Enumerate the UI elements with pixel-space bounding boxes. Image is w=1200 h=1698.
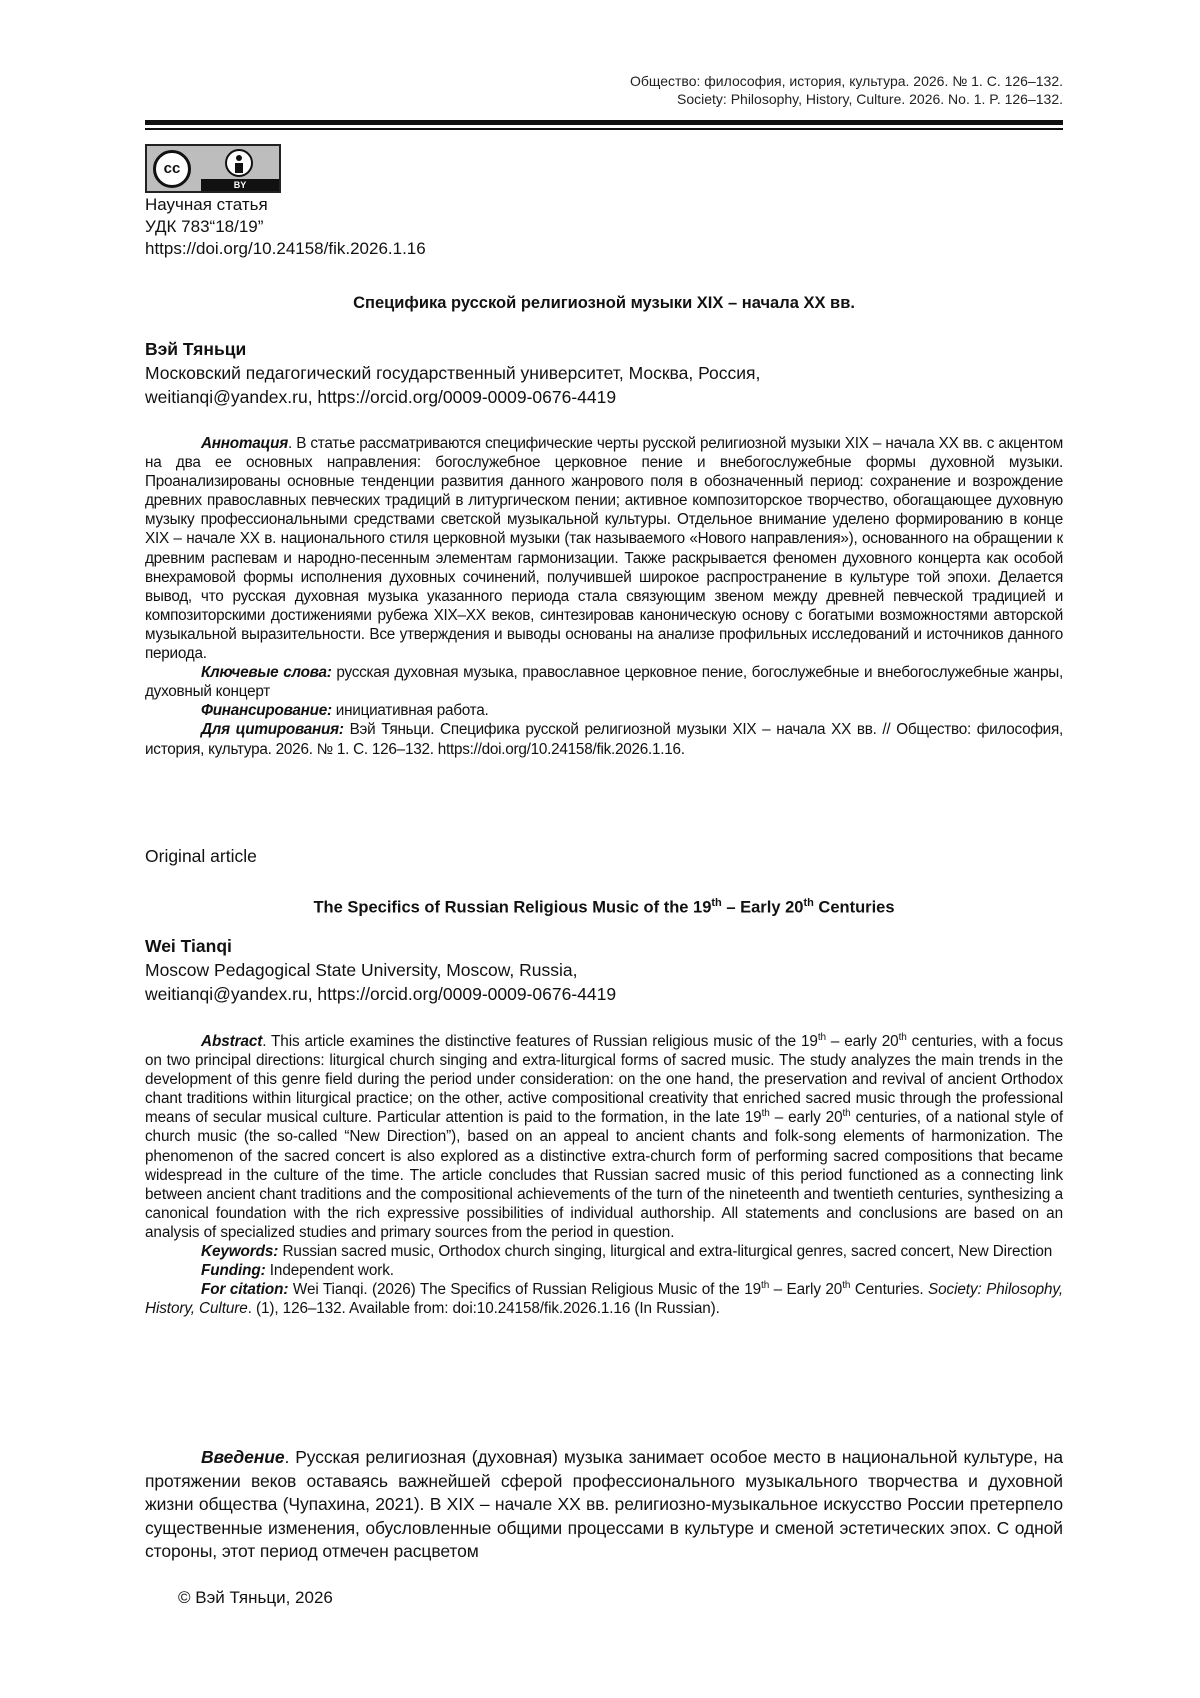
keywords-label-ru: Ключевые слова: xyxy=(201,664,332,682)
keywords-text-ru: русская духовная музыка, православное церковное пение, богослужебные и внебогослужебные жанры, духовный концерт xyxy=(145,664,1063,701)
citation-text-ru: Вэй Тяньци. Специфика русской религиозной музыки XIX – начала XX вв. // Общество: философия, история, культура. 2026. № 1. С. 126–132. https://doi.org/10.24158/fik.2026.1.16. xyxy=(145,721,1064,758)
citation-journal-name: Society: Philosophy, History, Culture xyxy=(145,1281,1063,1318)
abstract-text-en: – early 20 xyxy=(825,1033,899,1050)
article-type-en: Original article xyxy=(145,846,257,866)
citation-label-en: For citation: xyxy=(201,1281,289,1299)
citation-label-ru: Для цитирования: xyxy=(201,721,344,739)
citation-text-en: . (1), 126–132. Available from: doi:10.24158/fik.2026.1.16 (In Russian). xyxy=(247,1300,720,1318)
annotation-label: Аннотация xyxy=(201,435,288,452)
copyright-footer: © Вэй Тяньци, 2026 xyxy=(178,1588,333,1607)
abstract-sup: th xyxy=(898,1031,907,1043)
author-block-ru xyxy=(145,337,760,409)
funding-label-ru: Финансирование: xyxy=(201,702,332,720)
attribution-person-icon xyxy=(225,149,253,177)
contacts-ru[interactable]: weitianqi@yandex.ru, https://orcid.org/0009-0009-0676-4419 xyxy=(145,387,617,407)
citation-paragraph-ru xyxy=(145,720,1063,758)
title-en-sup: th xyxy=(711,897,722,909)
abstract-text-en: centuries, of a national style of church music (the so-called “New Direction”), based on an appeal to ancient chants and folk-song elements of harmonization. The phenomenon of the sacred concert is also explored as a distinctive extra-church form of performing sacred compositions that became widespread in the culture of the time. The article concludes that Russian sacred music of this period functioned as a connecting link between ancient chant traditions and the compositional achievements of the turn of the nineteenth and twentieth centuries, synthesizing a canonical foundation with the rich expressive possibilities of individual authorship. All statements and conclusions are based on an analysis of specialized studies and primary sources from the period in question. xyxy=(145,1109,1063,1241)
citation-sup: th xyxy=(842,1280,851,1292)
abstract-sup: th xyxy=(761,1108,770,1120)
keywords-paragraph-ru xyxy=(145,663,1063,701)
title-en-part: The Specifics of Russian Religious Music of the 19 xyxy=(313,898,712,917)
abstract-sup: th xyxy=(817,1031,826,1043)
annotation-paragraph xyxy=(145,434,1063,663)
keywords-label-en: Keywords: xyxy=(201,1243,279,1261)
introduction-text: . Русская религиозная (духовная) музыка занимает особое место в национальной культуре, на протяжении веков оставаясь важнейшей сферой профессионального музыкального творчества и духовной жизни общества (Чупахина, 2021). В XIX – начале XX вв. религиозно-музыкальное искусство России претерпело существенные изменения, обусловленные общими процессами в культуре и сменой эстетических эпох. С одной стороны, этот период отмечен расцветом xyxy=(145,1447,1063,1561)
keywords-paragraph-en xyxy=(145,1242,1063,1261)
article-meta xyxy=(145,194,426,260)
abstract-text-en: . This article examines the distinctive features of Russian religious music of the 19 xyxy=(262,1033,818,1050)
abstract-text-en: – early 20 xyxy=(769,1109,843,1127)
funding-paragraph-ru xyxy=(145,701,1063,720)
article-type-ru: Научная статья xyxy=(145,195,268,214)
citation-text-en: – Early 20 xyxy=(769,1281,843,1299)
funding-text-ru: инициативная работа. xyxy=(331,702,489,720)
affiliation-en: Moscow Pedagogical State University, Moscow, Russia, xyxy=(145,960,578,980)
title-en-sup: th xyxy=(803,897,814,909)
abstract-sup: th xyxy=(842,1108,851,1120)
journal-header xyxy=(145,72,1063,108)
citation-paragraph-en xyxy=(145,1280,1063,1318)
abstract-text-en: centuries, with a focus on two principal directions: liturgical church singing and extra-liturgical forms of sacred music. The study analyzes the main trends in the development of this genre field during the period under consideration: on the one hand, the preservation and revival of ancient Orthodox chant traditions within liturgical practice; on the other, active compositional creativity that enriched sacred music through the professional means of secular musical culture. Particular attention is paid to the formation, in the late 19 xyxy=(145,1033,1063,1127)
abstract-label-en: Abstract xyxy=(201,1033,263,1050)
doi-link[interactable]: https://doi.org/10.24158/fik.2026.1.16 xyxy=(145,239,426,258)
header-rule-thin xyxy=(145,128,1063,130)
contacts-en[interactable]: weitianqi@yandex.ru, https://orcid.org/0009-0009-0676-4419 xyxy=(145,984,617,1004)
title-en-part: – Early 20 xyxy=(721,898,804,917)
creative-commons-by-icon[interactable] xyxy=(145,144,281,193)
citation-text-en: Wei Tianqi. (2026) The Specifics of Russian Religious Music of the 19 xyxy=(288,1281,762,1299)
udk-code: УДК 783“18/19” xyxy=(145,217,264,236)
citation-sup: th xyxy=(761,1280,770,1292)
author-block-en xyxy=(145,934,616,1006)
title-en-part: Centuries xyxy=(813,898,895,917)
abstract-ru xyxy=(145,434,1063,759)
affiliation-ru: Московский педагогический государственный университет, Москва, Россия, xyxy=(145,363,761,383)
article-title-ru: Специфика русской религиозной музыки XIX – начала XX вв. xyxy=(353,294,855,312)
author-name-ru: Вэй Тяньци xyxy=(145,339,247,359)
introduction-paragraph xyxy=(145,1446,1063,1564)
article-title-en xyxy=(145,892,1063,919)
header-rule-thick xyxy=(145,120,1063,125)
abstract-en xyxy=(145,1032,1063,1318)
annotation-text: . В статье рассматриваются специфические черты русской религиозной музыки XIX – начала XX вв. с акцентом на два ее основных направления: богослужебное церковное пение и внебогослужебные формы духовной музыки. Проанализированы основные тенденции развития данного жанрового поля в обозначенный период: сохранение и возрождение древних православных певческих традиций в литургическом пении; активное композиторское творчество, обогащающее духовную музыку профессиональными средствами светской музыкальной культуры. Отдельное внимание уделено формированию в конце XIX – начале XX в. национального стиля церковной музыки (так называемого «Нового направления»), основанного на обращении к древним распевам и народно-песенным элементам гармонизации. Также раскрывается феномен духовного концерта как особой внехрамовой формы исполнения духовных сочинений, получившей широкое распространение в культуре той эпохи. Делается вывод, что русская духовная музыка указанного периода стала связующим звеном между древней певческой традицией и композиторскими достижениями рубежа XIX–XX веков, синтезировав каноническую основу с богатыми возможностями авторской музыкальной выразительности. Все утверждения и выводы основаны на анализе профильных исследований и источников данного периода. xyxy=(145,435,1063,663)
funding-label-en: Funding: xyxy=(201,1262,266,1280)
keywords-text-en: Russian sacred music, Orthodox church singing, liturgical and extra-liturgical genres, sacred concert, New Direction xyxy=(278,1243,1053,1261)
citation-text-en: Centuries. xyxy=(850,1281,929,1299)
journal-header-en: Society: Philosophy, History, Culture. 2026. No. 1. P. 126–132. xyxy=(677,91,1063,107)
journal-header-ru: Общество: философия, история, культура. 2026. № 1. С. 126–132. xyxy=(629,73,1063,89)
by-label: BY xyxy=(201,179,279,191)
introduction-label: Введение xyxy=(201,1447,285,1467)
abstract-paragraph-en xyxy=(145,1032,1063,1242)
author-name-en: Wei Tianqi xyxy=(145,936,232,956)
cc-icon: cc xyxy=(153,150,191,188)
funding-paragraph-en xyxy=(145,1261,1063,1280)
funding-text-en: Independent work. xyxy=(265,1262,394,1280)
